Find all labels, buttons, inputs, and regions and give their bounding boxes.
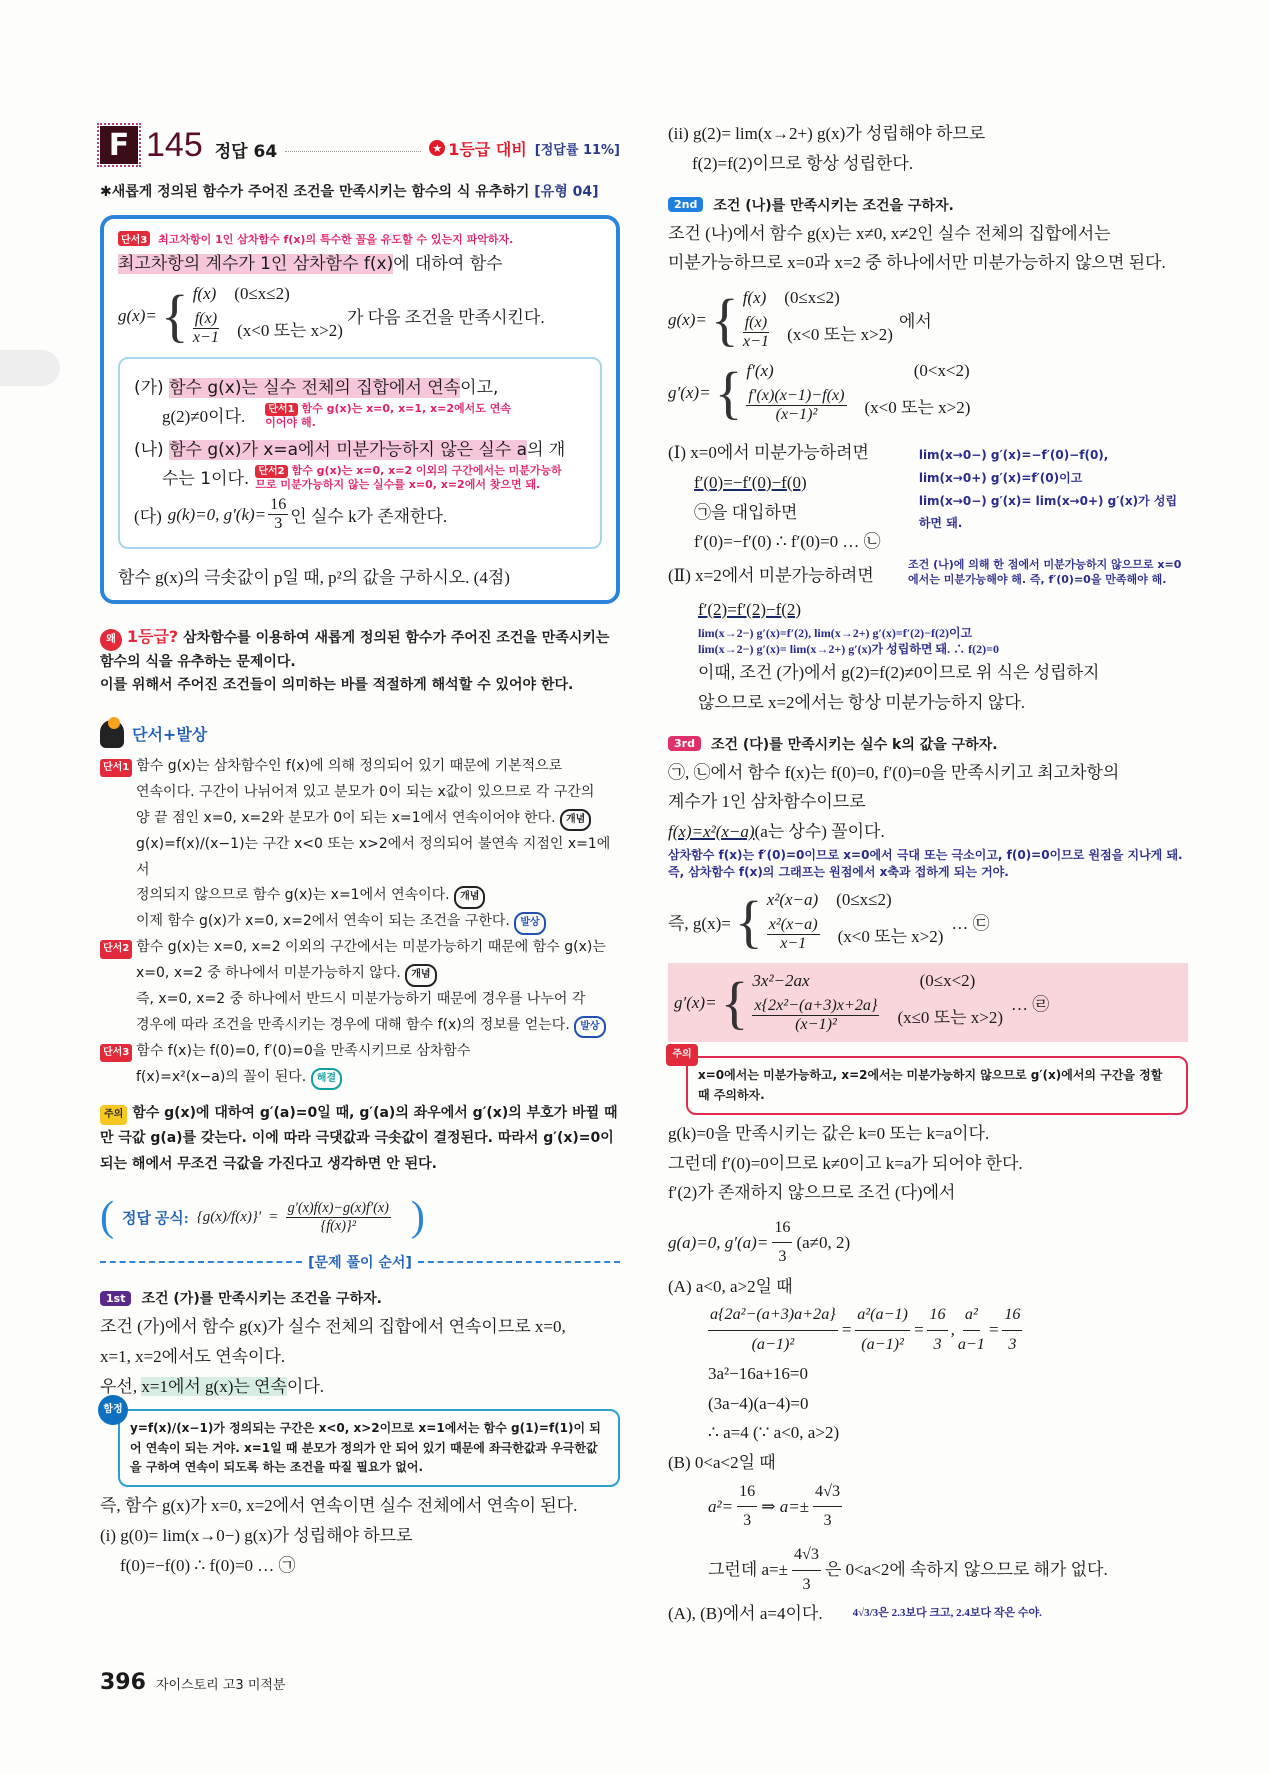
warning-flag-icon: 주의	[666, 1044, 698, 1066]
step3-g-cases	[767, 890, 944, 953]
dash-line	[100, 1261, 302, 1263]
h3-l1: 함수 f(x)는 f(0)=0, f′(0)=0을 만족시키므로 삼차함수	[136, 1042, 471, 1059]
correct-rate: [정답률 11%]	[534, 142, 620, 158]
B-l2-frac	[792, 1541, 821, 1599]
I-eq: f′(0)=−f′(0)−f(0)	[694, 472, 807, 492]
idea-tag: 발상	[514, 912, 545, 935]
brace-icon: {	[734, 888, 763, 954]
g-case2-den: x−1	[742, 333, 769, 350]
g3-mark: … ㉢	[951, 914, 990, 934]
hint1-text: 함수 g(x)는 x=0, x=1, x=2에서도 연속이어야 해.	[265, 402, 511, 430]
book-title: 자이스토리 고3 미적분	[155, 1678, 286, 1693]
intro-highlight: 최고차항의 계수가 1인 삼차함수 f(x)	[118, 254, 394, 274]
A-d1: (a−1)²	[751, 1335, 795, 1353]
insight-h3	[100, 1039, 620, 1091]
I-res: f′(0)=−f′(0) ∴ f′(0)=0 … ㉡	[694, 532, 881, 552]
A-n5: 16	[1002, 1301, 1022, 1330]
g-cases	[193, 284, 343, 347]
gp3-cond2: (x≤0 또는 x>2)	[897, 1008, 1004, 1028]
solve-tag: 해결	[311, 1068, 342, 1091]
step1-l2: x=1, x=2에서도 연속이다.	[100, 1346, 286, 1366]
why-text2: 이를 위해서 주어진 조건들이 의미하는 바를 적절하게 해석할 수 있어야 한다.	[100, 676, 574, 693]
A-n3: 16	[927, 1301, 947, 1330]
na-highlight: 함수 g(x)가 x=a에서 미분가능하지 않은 실수 a	[169, 439, 528, 460]
A-frac5	[1002, 1301, 1022, 1359]
condition-ga-line2	[134, 402, 586, 431]
l7-a: g(a)=0, g′(a)=	[668, 1232, 769, 1252]
step3-l4: g(k)=0을 만족시키는 값은 k=0 또는 k=a이다.	[668, 1123, 990, 1143]
A-frac1	[708, 1301, 838, 1359]
h2-l2	[100, 961, 620, 987]
A-frac2	[855, 1301, 910, 1359]
side-tab	[0, 350, 60, 386]
h2-l2-text: x=0, x=2 중 하나에서 미분가능하지 않다.	[136, 965, 401, 982]
why-badge: 왜	[100, 629, 122, 651]
step1-l1: 조건 (가)에서 함수 g(x)가 실수 전체의 집합에서 연속이므로 x=0,	[100, 1317, 566, 1337]
l7-b: (a≠0, 2)	[796, 1232, 851, 1252]
step3-l5: 그런데 f′(0)=0이므로 k≠0이고 k=a가 되어야 한다.	[668, 1153, 1023, 1173]
A-d4: a−1	[957, 1335, 985, 1353]
why-title: 1등급?	[126, 627, 179, 647]
concept-tag: 개념	[454, 886, 485, 909]
II-note1: lim(x→2−) g′(x)=f′(2), lim(x→2+) g′(x)=f′(2)−f(2)이고	[698, 625, 973, 640]
case-I	[668, 434, 1188, 557]
page-footer	[100, 1670, 286, 1695]
why-section	[100, 624, 620, 696]
B-l2-a: 그런데 a=±	[708, 1560, 788, 1580]
da-num: 16	[270, 496, 287, 514]
case-II	[668, 595, 1188, 718]
caution-label: 주의	[100, 1105, 127, 1126]
page-number: 396	[100, 1670, 146, 1695]
condition-da	[134, 496, 586, 533]
gp-case1: f′(x)	[746, 361, 774, 380]
h1-l6	[100, 909, 620, 935]
brace-icon: {	[710, 286, 739, 352]
B-l2-den: 3	[802, 1575, 811, 1593]
g3-cond2: (x<0 또는 x>2)	[837, 927, 944, 947]
rank-label	[429, 137, 527, 160]
trap-callout	[103, 1404, 620, 1487]
step2-g-cases	[743, 288, 893, 351]
star-icon: ★	[429, 140, 445, 156]
g3-case2-num: x²(x−a)	[768, 916, 818, 934]
A-frac4	[958, 1301, 985, 1359]
insight-h1	[100, 754, 620, 935]
B-eq	[668, 1478, 1188, 1536]
order-divider	[100, 1252, 620, 1272]
case2-cond: (x<0 또는 x>2)	[237, 321, 343, 340]
right-column	[668, 115, 1188, 1629]
problem-type-tag: [유형 04]	[534, 184, 599, 200]
formula-lhs: {g(x)/f(x)}′	[196, 1208, 262, 1225]
condition-ga	[134, 373, 586, 398]
na-rest: 의 개	[527, 439, 566, 460]
brace-icon: {	[714, 359, 743, 425]
g3-cond1: (0≤x≤2)	[836, 890, 892, 910]
right-bracket-icon: )	[410, 1194, 425, 1241]
l7-frac	[772, 1214, 792, 1272]
step3-l7	[668, 1214, 1188, 1272]
case2-den: x−1	[192, 329, 219, 346]
l3-pre: 우선,	[100, 1376, 142, 1396]
g3-case1: x²(x−a)	[766, 890, 819, 910]
A-d3: 3	[933, 1335, 942, 1353]
da-den: 3	[274, 515, 283, 533]
h1-l5-text: 정의되지 않으므로 함수 g(x)는 x=1에서 연속이다.	[136, 887, 450, 904]
A-frac3	[927, 1301, 947, 1359]
h2-l3: 즉, x=0, x=2 중 하나에서 반드시 미분가능하기 때문에 경우를 나누어 각	[136, 990, 586, 1007]
gp3-case2-num: x{2x²−(a+3)x+2a}	[754, 997, 878, 1015]
case2-num: f(x)	[194, 310, 218, 327]
B-den2: 3	[823, 1512, 832, 1530]
h1-l4: g(x)=f(x)/(x−1)는 구간 x<0 또는 x>2에서 정의되어 불연속 지점인 x=1에서	[136, 835, 611, 878]
l7-den: 3	[778, 1248, 787, 1266]
l7-num: 16	[772, 1214, 792, 1243]
B-den1: 3	[743, 1512, 752, 1530]
insight-title: 단서+발상	[132, 725, 208, 745]
trap-pin-icon: 함정	[98, 1395, 128, 1425]
problem-box	[100, 215, 620, 604]
difficulty-badge: F	[100, 126, 138, 164]
step3-l1: ㉠, ㉡에서 함수 f(x)는 f(0)=0, f′(0)=0을 만족시키고 최고차항의	[668, 762, 1120, 782]
step3-body2	[668, 1119, 1188, 1629]
A-d2: (a−1)²	[861, 1335, 904, 1353]
step2-g-def: g(x)= { f(x) (0≤x≤2) $\frac{f(x)}{x-1}$ (x<0 또는 x>2) 에서	[668, 286, 932, 352]
B-eq-b: ⇒ a=±	[761, 1496, 810, 1516]
problem-number: 145	[146, 125, 203, 164]
da-text-a: g(k)=0, g′(k)=	[167, 504, 267, 524]
step3-title: 조건 (다)를 만족시키는 실수 k의 값을 구하자.	[710, 736, 998, 753]
h1-l6-text: 이제 함수 g(x)가 x=0, x=2에서 연속이 되는 조건을 구한다.	[136, 913, 510, 930]
step1-header	[100, 1288, 620, 1308]
A-l3: (3a−4)(a−4)=0	[708, 1393, 809, 1413]
I-title: (Ⅰ) x=0에서 미분가능하려면	[668, 443, 869, 462]
g-prefix: 즉, g(x)=	[668, 914, 731, 934]
step2-l1: 조건 (나)에서 함수 g(x)는 x≠0, x≠2인 실수 전체의 집합에서는	[668, 223, 1111, 243]
B-frac2	[813, 1478, 842, 1536]
lightbulb-head-icon	[100, 720, 124, 748]
step1-body2	[100, 1491, 620, 1580]
gp3-case2-den: (x−1)²	[795, 1016, 837, 1034]
brace-icon: {	[160, 282, 189, 348]
A-n1: a{2a²−(a+3)a+2a}	[708, 1301, 838, 1330]
na-line2: 수는 1이다.	[162, 468, 250, 489]
case1-cond: (0≤x≤2)	[234, 284, 290, 303]
B-title: (B) 0<a<2일 때	[668, 1453, 776, 1473]
step1-r1: (ii) g(2)= lim(x→2+) g(x)가 성립해야 하므로	[668, 124, 986, 143]
g-cond1: (0≤x≤2)	[784, 288, 840, 307]
final-answer: (A), (B)에서 a=4이다.	[668, 1603, 823, 1623]
insight-body	[100, 754, 620, 1178]
hint1-label: 단서1	[265, 403, 297, 416]
step1-l4: 즉, 함수 g(x)가 x=0, x=2에서 연속이면 실수 전체에서 연속이 된다.	[100, 1496, 578, 1516]
hint3-text: 최고차항이 1인 삼차함수 f(x)의 특수한 꼴을 유도할 수 있는지 파악하자.	[158, 233, 514, 246]
B-num1: 16	[737, 1478, 757, 1507]
h2-l1: 함수 g(x)는 x=0, x=2 이외의 구간에서는 미분가능하기 때문에 함수 g(x)는	[136, 939, 606, 956]
step3-gp-cases	[752, 971, 1003, 1034]
I-note4: 조건 (나)에 의해 한 점에서 미분가능하지 않으므로 x=0에서는 미분가능해야 해. 즉, f′(0)=0을 만족해야 해.	[908, 558, 1182, 587]
B-l2-b: 은 0<a<2에 속하지 않으므로 해가 없다.	[824, 1560, 1108, 1580]
final-row	[668, 1599, 1188, 1629]
B-num2: 4√3	[813, 1478, 842, 1507]
problem-header	[100, 125, 620, 165]
step2-badge: 2nd	[668, 197, 703, 212]
insight-h2	[100, 935, 620, 1039]
g-label: g(x)=	[118, 305, 157, 325]
I-note1: lim(x→0−) g′(x)=−f′(0)−f(0),	[918, 448, 1109, 462]
I-sub: ㉠을 대입하면	[694, 502, 798, 522]
order-title: [문제 풀이 순서]	[308, 1255, 412, 1272]
gp-cond1: (0<x<2)	[913, 361, 970, 380]
na-prefix: (나)	[134, 439, 164, 460]
trap-text: y=f(x)/(x−1)가 정의되는 구간은 x<0, x>2이므로 x=1에서는 함수 g(1)=f(1)이 되어 연속이 되는 거야. x=1일 때 분모가 정의가 안 되어 있기 때문에 좌극한값과 우극한값을 구하여 연속이 되도록 하는 조건을 따질 필요가 없어.	[130, 1421, 601, 1474]
caution-text: 함수 g(x)에 대하여 g′(a)=0일 때, g′(a)의 좌우에서 g′(x)의 부호가 바뀔 때만 극값 g(a)를 갖는다. 이에 따라 극댓값과 극솟값이 결정된다. 따라서 g′(x)=0이 되는 해에서 무조건 극값을 가진다고 생각하면 안 된다.	[100, 1104, 618, 1173]
A-equation: $\frac{\text{a\{2a²−(a+3)a+2a\}}}{\text{(a−1)²}}$ = $\frac{\text{a²(a−1)}}{\text{(a−1)²}}$ = $\frac{16}{3}$ , $\frac{\text{a²}}{a-1}$ = $\frac{16}{3}$	[668, 1301, 1188, 1359]
ga-line2: g(2)≠0이다.	[162, 407, 246, 426]
problem-type-text: ✱새롭게 정의된 함수가 주어진 조건을 만족시키는 함수의 식 유추하기	[100, 184, 530, 200]
II-eq: f′(2)=f′(2)−f(2)	[698, 599, 802, 619]
hint2-note	[255, 464, 565, 493]
h1-l5	[100, 883, 620, 909]
da-prefix: (다)	[134, 507, 162, 527]
step3-l2: 계수가 1인 삼차함수이므로	[668, 792, 866, 812]
h3-label: 단서3	[100, 1044, 132, 1063]
hint3-note	[118, 231, 602, 247]
g-case2	[743, 314, 769, 351]
case1-expr: f(x)	[192, 284, 217, 303]
concept-tag: 개념	[560, 809, 591, 832]
step2-header	[668, 195, 1188, 215]
I-note2: lim(x→0+) g′(x)=f′(0)이고	[918, 470, 1083, 485]
gp3-cond1: (0≤x<2)	[919, 971, 976, 991]
B-l2	[668, 1541, 1188, 1599]
gp-cond2: (x<0 또는 x>2)	[864, 398, 971, 417]
h1-l3-text: 양 끝 점인 x=0, x=2와 분모가 0이 되는 x=1에서 연속이어야 한다.	[136, 809, 556, 826]
A-title: (A) a<0, a>2일 때	[668, 1276, 793, 1296]
caution-note	[100, 1101, 620, 1179]
g3-case2-den: x−1	[780, 935, 807, 953]
warning-text: x=0에서는 미분가능하고, x=2에서는 미분가능하지 않으므로 g′(x)에서의 구간을 정할 때 주의하자.	[698, 1068, 1163, 1102]
B-note: 4√3/3은 2.3보다 크고, 2.4보다 작은 수야.	[852, 1607, 1042, 1620]
formula-rhs-num: g′(x)f(x)−g(x)f′(x)	[287, 1199, 389, 1216]
gp-case2	[746, 387, 846, 424]
l3-post: 이다.	[286, 1376, 324, 1396]
hint2-text: 함수 g(x)는 x=0, x=2 이외의 구간에서는 미분가능하므로 미분가능하지 않는 실수를 x=0, x=2에서 찾으면 돼.	[255, 463, 562, 491]
gp3-mark: … ㉣	[1011, 995, 1050, 1015]
A-l4: ∴ a=4 (∵ a<0, a>2)	[708, 1423, 840, 1443]
condition-na-line2	[134, 464, 586, 493]
step2-gp-cases	[746, 361, 970, 424]
step2-title: 조건 (나)를 만족시키는 조건을 구하자.	[713, 197, 954, 214]
h2-l4-text: 경우에 따라 조건을 만족시키는 경우에 대해 함수 f(x)의 정보를 얻는다.	[136, 1016, 570, 1033]
g3-case2	[767, 916, 820, 953]
case-I-notes	[919, 434, 1188, 557]
step1-l6: f(0)=−f(0) ∴ f(0)=0 … ㉠	[120, 1555, 296, 1575]
step1-title: 조건 (가)를 만족시키는 조건을 구하자.	[141, 1291, 382, 1308]
da-frac	[268, 496, 288, 533]
step3-g-def	[668, 890, 1188, 953]
ga-highlight: 함수 g(x)는 실수 전체의 집합에서 연속	[169, 378, 461, 398]
ga-rest: 이고,	[460, 378, 499, 398]
gp3-case2	[752, 997, 879, 1034]
after-cases: 가 다음 조건을 만족시킨다.	[346, 308, 545, 327]
hint2-label: 단서2	[255, 465, 287, 478]
II-note2: lim(x→2−) g′(x)= lim(x→2+) g′(x)가 성립하면 돼. ∴ f(2)=0	[698, 642, 999, 657]
step3-body	[668, 758, 1188, 847]
l3-rest: (a는 상수) 꼴이다.	[754, 822, 885, 842]
step2-body	[668, 219, 1188, 279]
step1-l5: (i) g(0)= lim(x→0−) g(x)가 성립해야 하므로	[100, 1525, 413, 1545]
step3-note: 삼차함수 f(x)는 f′(0)=0이므로 x=0에서 극대 또는 극소이고, f(0)=0이므로 원점을 지나게 돼. 즉, 삼차함수 f(x)의 그래프는 원점에서 x축과 접하게 되는 거야.	[668, 847, 1183, 879]
problem-intro	[118, 249, 602, 274]
gp3-label: g′(x)=	[674, 992, 717, 1012]
step2-l2: 미분가능하므로 x=0과 x=2 중 하나에서만 미분가능하지 않으면 된다.	[668, 253, 1166, 273]
dash-line	[418, 1261, 620, 1263]
l3-highlight: x=1에서 g(x)는 연속	[141, 1376, 287, 1396]
l3-underlined: f(x)=x²(x−a)	[668, 822, 755, 842]
warning-callout	[672, 1049, 1188, 1114]
brace-icon: {	[720, 969, 749, 1035]
h3-l2	[100, 1065, 620, 1091]
why-text1: 삼차함수를 이용하여 새롭게 정의된 함수가 주어진 조건을 만족시키는 함수의 식을 유추하는 문제이다.	[100, 630, 610, 671]
hint3-label: 단서3	[118, 231, 150, 246]
h1-l2: 연속이다. 구간이 나뉘어져 있고 분모가 0이 되는 x값이 있으므로 각 구간의	[136, 783, 595, 800]
step1-body	[100, 1312, 620, 1401]
A-d5: 3	[1008, 1335, 1017, 1353]
g-definition	[118, 284, 602, 347]
hint1-note	[265, 402, 515, 431]
da-text-b: 인 실수 k가 존재한다.	[290, 507, 448, 527]
h1-l1: 함수 g(x)는 삼차함수인 f(x)에 의해 정의되어 있기 때문에 기본적으로	[136, 757, 563, 774]
formula-label: 정답 공식:	[122, 1210, 189, 1227]
left-bracket-icon: (	[100, 1194, 114, 1241]
formula-rhs	[286, 1200, 391, 1235]
answer-formula: ( 정답 공식: {g(x)/f(x)}′ = $\frac{g'(x)f(x)-g(x)f'(x)}{\text{\{f(x)\}²}}$ )	[100, 1194, 425, 1241]
conditions-box	[118, 357, 602, 549]
II-l2: 않으므로 x=2에서는 항상 미분가능하지 않다.	[698, 692, 1026, 712]
question: 함수 g(x)의 극솟값이 p일 때, p²의 값을 구하시오. (4점)	[118, 568, 510, 588]
idea-tag: 발상	[574, 1016, 605, 1039]
case-II-head	[668, 557, 1188, 591]
gp-case2-den: (x−1)²	[775, 406, 818, 423]
step3-header	[668, 734, 1188, 754]
formula-rhs-den: {f(x)}²	[320, 1217, 356, 1234]
condition-na	[134, 435, 586, 460]
h2-label: 단서2	[100, 940, 132, 959]
g-cond2: (x<0 또는 x>2)	[787, 325, 893, 344]
case-I-main	[668, 438, 909, 557]
left-column	[100, 125, 620, 1580]
step3-badge: 3rd	[668, 736, 701, 751]
B-frac1	[737, 1478, 757, 1536]
h1-l3	[100, 806, 620, 832]
A-n2: a²(a−1)	[855, 1301, 910, 1330]
step1-continued	[668, 119, 1188, 179]
insight-header	[100, 720, 620, 748]
answer-label: 정답 64	[214, 141, 278, 162]
h2-l4	[100, 1013, 620, 1039]
A-n4: a²	[963, 1301, 980, 1330]
B-eq-a: a²=	[708, 1496, 734, 1516]
intro-rest: 에 대하여 함수	[393, 254, 503, 274]
dotted-leader	[285, 151, 421, 152]
step2-gp-def: g′(x)= { f′(x) (0<x<2) $\frac{f'(x)(x-1)-f(x)}{\text{(x−1)²}}$ (x<0 또는 x>2)	[668, 359, 971, 425]
step1-l3	[100, 1372, 620, 1402]
A-l2: 3a²−16a+16=0	[708, 1363, 808, 1383]
h1-label: 단서1	[100, 759, 132, 778]
step3-gp-def	[674, 971, 1182, 1034]
step3-l3	[668, 817, 1188, 847]
gp-highlight-block	[668, 963, 1188, 1042]
step1-badge: 1st	[100, 1291, 131, 1306]
case2-frac	[193, 310, 219, 347]
ga-prefix: (가)	[134, 378, 164, 398]
I-note3: lim(x→0−) g′(x)= lim(x→0+) g′(x)가 성립하면 돼.	[918, 493, 1178, 531]
problem-type	[100, 181, 620, 201]
B-l2-num: 4√3	[792, 1541, 821, 1570]
II-l1: 이때, 조건 (가)에서 g(2)=f(2)≠0이므로 위 식은 성립하지	[698, 663, 1100, 683]
g-case1: f(x)	[742, 288, 767, 307]
rank-text: 1등급 대비	[448, 139, 527, 159]
g-case2-num: f(x)	[744, 314, 768, 331]
concept-tag: 개념	[405, 964, 436, 987]
g-after: 에서	[898, 312, 932, 331]
step3-l6: f′(2)가 존재하지 않으므로 조건 (다)에서	[668, 1183, 956, 1203]
gp-case2-num: f′(x)(x−1)−f(x)	[748, 387, 845, 404]
step1-r2: f(2)=f(2)이므로 항상 성립한다.	[692, 153, 914, 173]
h3-l2-text: f(x)=x²(x−a)의 꼴이 된다.	[136, 1068, 307, 1085]
II-title: (Ⅱ) x=2에서 미분가능하려면	[668, 566, 874, 585]
gp3-case1: 3x²−2ax	[752, 971, 810, 991]
